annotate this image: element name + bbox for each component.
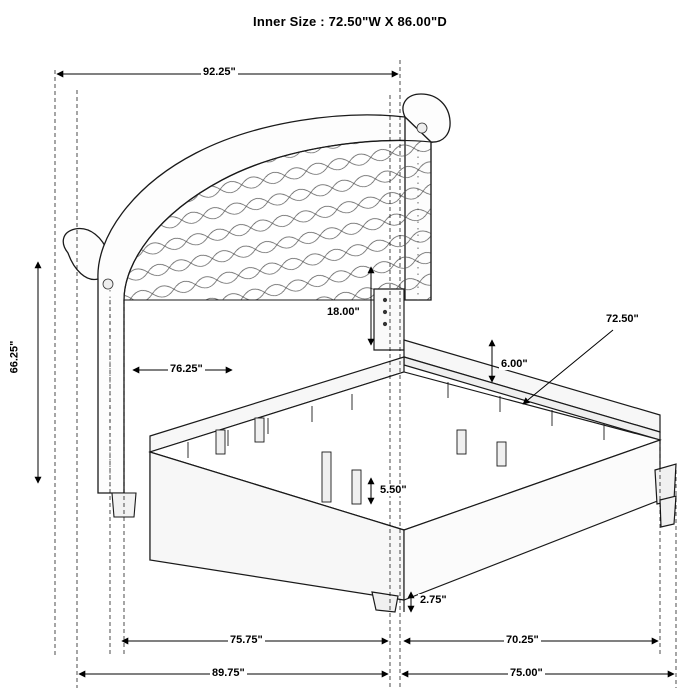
- dim-label-headboard-panel: 76.25": [170, 363, 203, 375]
- page-title: Inner Size : 72.50"W X 86.00"D: [253, 14, 447, 29]
- dim-label-top-width: 92.25": [203, 66, 236, 78]
- dim-label-rail-to-slat: 6.00": [501, 358, 528, 370]
- dim-label-bottom-left-inner: 75.75": [230, 634, 263, 646]
- dim-label-bottom-right-inner: 70.25": [506, 634, 539, 646]
- dim-label-headboard-height: 66.25": [8, 340, 21, 374]
- dim-label-bottom-left-outer: 89.75": [212, 667, 245, 679]
- dim-label-headboard-to-rail: 18.00": [327, 306, 360, 318]
- dim-label-inner-length: 72.50": [606, 313, 639, 325]
- bed-frame-outline: [150, 289, 676, 612]
- dim-label-slat-clearance: 5.50": [380, 484, 407, 496]
- dim-label-bottom-right-outer: 75.00": [510, 667, 543, 679]
- dim-label-foot-clearance: 2.75": [420, 594, 447, 606]
